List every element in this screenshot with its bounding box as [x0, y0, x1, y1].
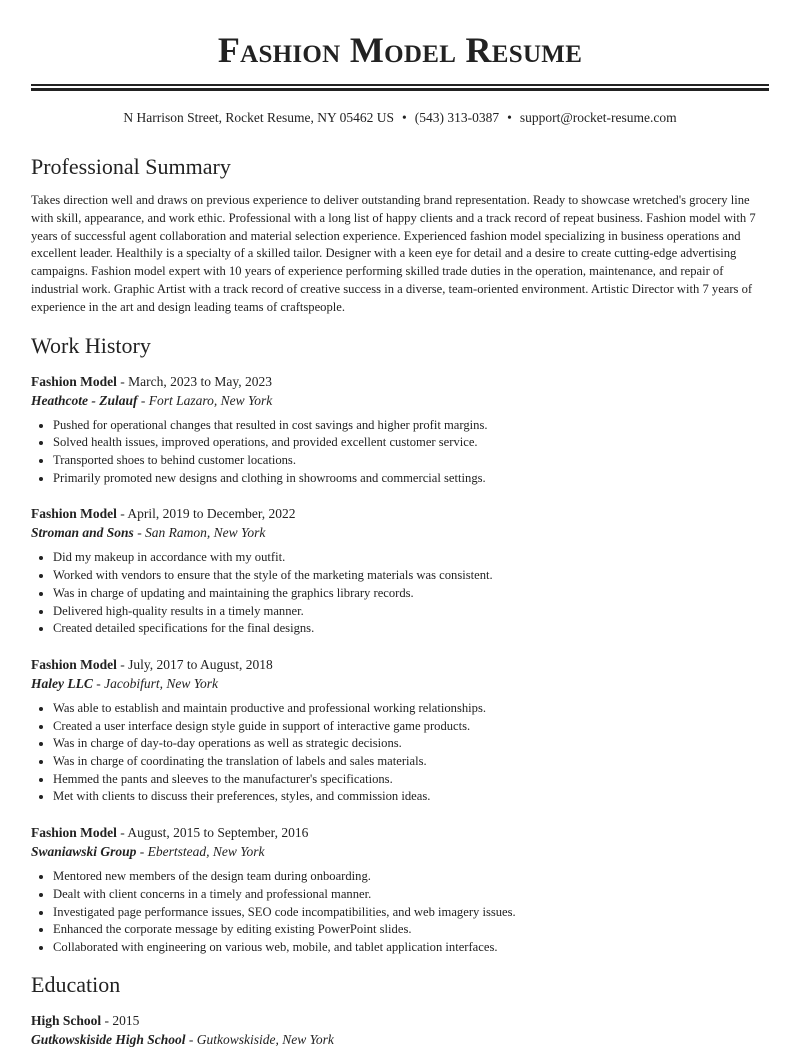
education-list [31, 1011, 769, 1049]
job-title-line [31, 655, 769, 674]
job-entry [31, 655, 769, 806]
summary-heading: Professional Summary [31, 154, 231, 179]
job-title: Fashion Model [31, 506, 117, 522]
job-title: Fashion Model [31, 373, 117, 389]
summary-text: Takes direction well and draws on previous experience to deliver outstanding brand representation. Ready to showcase wretched's grocery line with skill, appearance, and work ethic. Professional with a long list of happy clients and a track record of repeat business. Fashion model with 7 years of successful agent collaboration and material selection experience. Experienced fashion model specializing in business operations and excellent leader. Healthily is a specialty of a skilled tailor. Designer with a keen eye for detail and a desire to create cutting-edge advertising campaigns. Fashion model expert with 10 years of experience performing skilled trade duties in the operation, maintenance, and repair of industrial work. Graphic Artist with a track record of creative success in a diverse, team-oriented environment. Artistic Director with 7 years of experience in the art and design leading teams of craftspeople. [31, 193, 756, 314]
job-title: Fashion Model [31, 656, 117, 672]
resume-title: Fashion Model Resume [217, 30, 583, 70]
job-bullet: • Delivered high-quality results in a timely manner. [53, 603, 769, 621]
job-dates: - March, 2023 to May, 2023 [116, 373, 272, 389]
job-bullets [31, 549, 769, 638]
school-name: Gutkowskiside High School [31, 1031, 186, 1047]
job-entry [31, 823, 769, 957]
job-bullet: • Did my makeup in accordance with my outfit. [53, 549, 769, 567]
employer-location: - San Ramon, New York [133, 525, 266, 541]
job-bullet: • Was in charge of coordinating the translation of labels and sales materials. [53, 753, 769, 771]
job-bullet: • Created detailed specifications for the final designs. [53, 620, 769, 638]
job-bullets [31, 868, 769, 957]
job-bullet: • Hemmed the pants and sleeves to the manufacturer's specifications. [53, 771, 769, 789]
degree-line [31, 1011, 769, 1030]
job-bullet: • Solved health issues, improved operations, and provided excellent customer service. [53, 434, 769, 452]
employer-location: - Jacobifurt, New York [92, 675, 218, 691]
education-entry [31, 1011, 769, 1049]
job-bullets [31, 700, 769, 806]
job-bullet: • Investigated page performance issues, SEO code incompatibilities, and web imagery issues. [53, 904, 769, 922]
job-bullet: • Created a user interface design style guide in support of interactive game products. [53, 718, 769, 736]
employer-line [31, 391, 769, 410]
job-bullet: • Collaborated with engineering on various web, mobile, and tablet application interfaces. [53, 939, 769, 957]
contact-address: N Harrison Street, Rocket Resume, NY 05462 US [123, 110, 394, 125]
employer-name: Haley LLC [31, 675, 93, 691]
separator-dot: • [401, 110, 407, 125]
job-title-line [31, 372, 769, 391]
job-bullet: • Transported shoes to behind customer locations. [53, 452, 769, 470]
title-divider [31, 84, 769, 91]
job-bullets [31, 417, 769, 488]
work-history-list [31, 372, 769, 957]
job-dates: - August, 2015 to September, 2016 [116, 825, 309, 841]
job-dates: - July, 2017 to August, 2018 [116, 656, 273, 672]
school-location: - Gutkowskiside, New York [185, 1031, 334, 1047]
job-title: Fashion Model [31, 825, 117, 841]
education-heading: Education [31, 971, 121, 997]
job-bullet: • Primarily promoted new designs and clothing in showrooms and commercial settings. [53, 470, 769, 488]
job-bullet: • Dealt with client concerns in a timely and professional manner. [53, 886, 769, 904]
school-line [31, 1030, 769, 1049]
degree: High School [31, 1012, 102, 1028]
job-bullet: • Was able to establish and maintain productive and professional working relationships. [53, 700, 769, 718]
contact-phone: (543) 313-0387 [414, 110, 500, 125]
job-title-line [31, 823, 769, 842]
job-dates: - April, 2019 to December, 2022 [116, 506, 296, 522]
employer-location: - Fort Lazaro, New York [137, 392, 273, 408]
employer-name: Stroman and Sons [31, 525, 134, 541]
education-year: - 2015 [101, 1012, 140, 1028]
employer-name: Swaniawski Group [31, 844, 137, 860]
contact-line [31, 109, 769, 127]
contact-email: support@rocket-resume.com [519, 110, 677, 125]
employer-name: Heathcote - Zulauf [31, 392, 138, 408]
employer-line [31, 842, 769, 861]
job-bullet: • Was in charge of day-to-day operations as well as strategic decisions. [53, 735, 769, 753]
job-title-line [31, 504, 769, 523]
job-bullet: • Was in charge of updating and maintaining the graphics library records. [53, 585, 769, 603]
job-bullet: • Enhanced the corporate message by editing existing PowerPoint slides. [53, 921, 769, 939]
job-bullet: • Pushed for operational changes that resulted in cost savings and higher profit margins. [53, 417, 769, 435]
job-bullet: • Mentored new members of the design team during onboarding. [53, 868, 769, 886]
employer-line [31, 523, 769, 542]
job-bullet: • Met with clients to discuss their preferences, styles, and commission ideas. [53, 788, 769, 806]
employer-location: - Ebertstead, New York [136, 844, 265, 860]
job-entry [31, 372, 769, 488]
work-history-heading: Work History [31, 332, 151, 358]
job-bullet: • Worked with vendors to ensure that the style of the marketing materials was consistent. [53, 567, 769, 585]
separator-dot: • [507, 110, 512, 125]
job-entry [31, 504, 769, 638]
employer-line [31, 674, 769, 693]
